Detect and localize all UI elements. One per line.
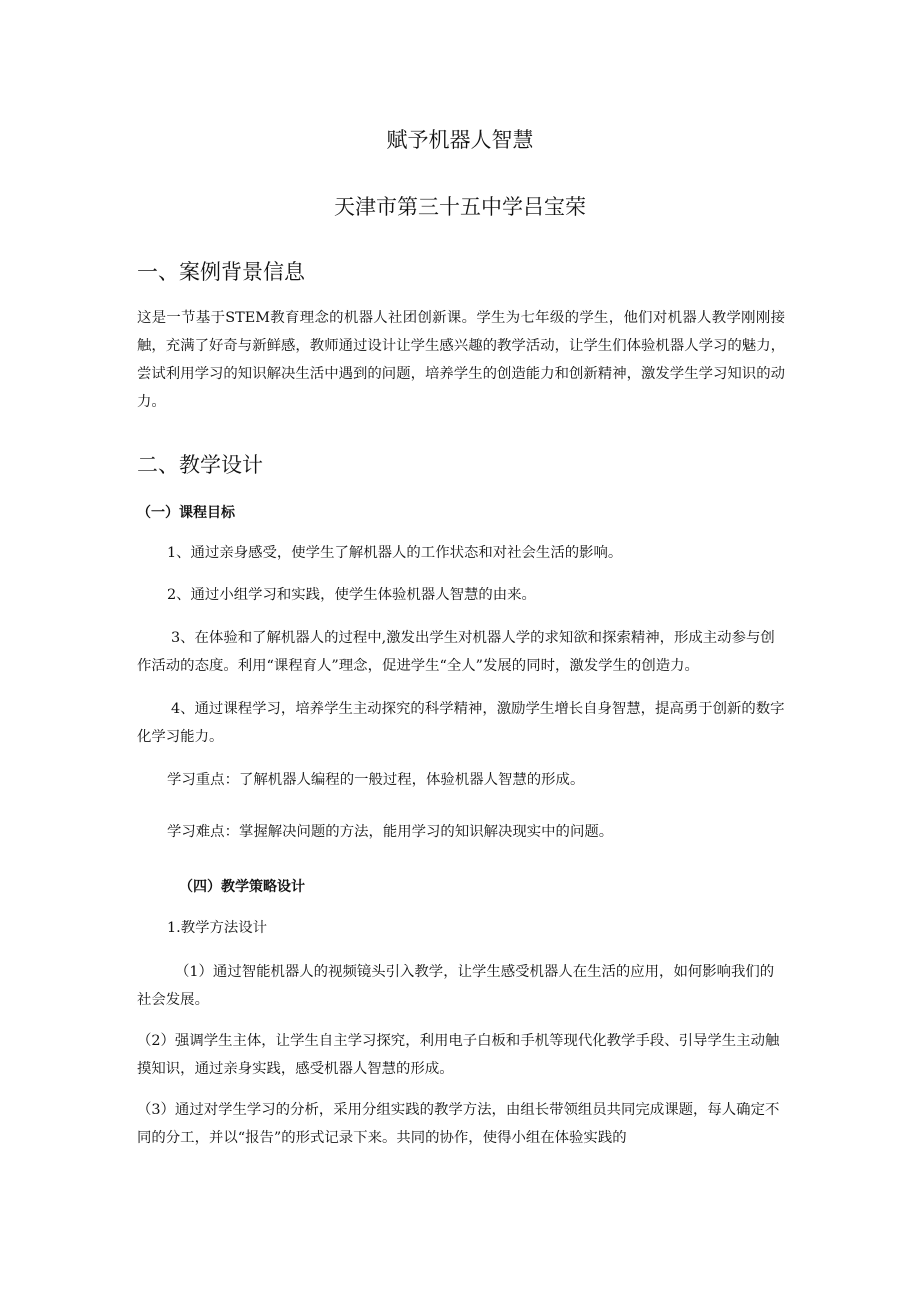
- author-line: 天津市第三十五中学吕宝荣: [334, 195, 586, 219]
- key-point-text: 学习重点：了解机器人编程的一般过程，体验机器人智慧的形成。: [167, 772, 585, 788]
- strategy-heading: （四）教学策略设计: [179, 879, 305, 895]
- section-1-heading: 一、案例背景信息: [137, 260, 305, 284]
- difficulty-text: 学习难点：掌握解决问题的方法，能用学习的知识解决现实中的问题。: [167, 824, 614, 840]
- document-title: 赋予机器人智慧: [386, 128, 534, 152]
- goal-item: 2、通过小组学习和实践，使学生体验机器人智慧的由来。: [167, 587, 536, 603]
- method-title: 1.教学方法设计: [167, 920, 268, 936]
- goal-item: 1、通过亲身感受，使学生了解机器人的工作状态和对社会生活的影响。: [167, 545, 623, 561]
- section-2-heading: 二、教学设计: [137, 453, 263, 477]
- method-item: （1）通过智能机器人的视频镜头引入教学，让学生感受机器人在生活的应用，如何影响我们的社会发展。: [137, 964, 775, 1008]
- goal-item: 4、通过课程学习，培养学生主动探究的科学精神，激励学生增长自身智慧，提高勇于创新的数字化学习能力。: [137, 701, 785, 745]
- background-paragraph: 这是一节基于STEM教育理念的机器人社团创新课。学生为七年级的学生，他们对机器人教学刚刚接触，充满了好奇与新鲜感，教师通过设计让学生感兴趣的教学活动，让学生们体验机器人学习的魅力，尝试利用学习的知识解决生活中遇到的问题，培养学生的创造能力和创新精神，激发学生学习知识的动力。: [137, 310, 785, 410]
- method-item: （3）通过对学生学习的分析，采用分组实践的教学方法，由组长带领组员共同完成课题，每人确定不同的分工，并以“报告”的形式记录下来。共同的协作，使得小组在体验实践的: [137, 1102, 780, 1146]
- method-item: （2）强调学生主体，让学生自主学习探究，利用电子白板和手机等现代化教学手段、引导学生主动触摸知识，通过亲身实践，感受机器人智慧的形成。: [137, 1033, 780, 1077]
- goal-item: 3、在体验和了解机器人的过程中,激发出学生对机器人学的求知欲和探索精神，形成主动参与创作活动的态度。利用“课程育人”理念，促进学生“全人”发展的同时，激发学生的创造力。: [137, 630, 775, 674]
- course-goals-heading: （一）课程目标: [137, 505, 235, 521]
